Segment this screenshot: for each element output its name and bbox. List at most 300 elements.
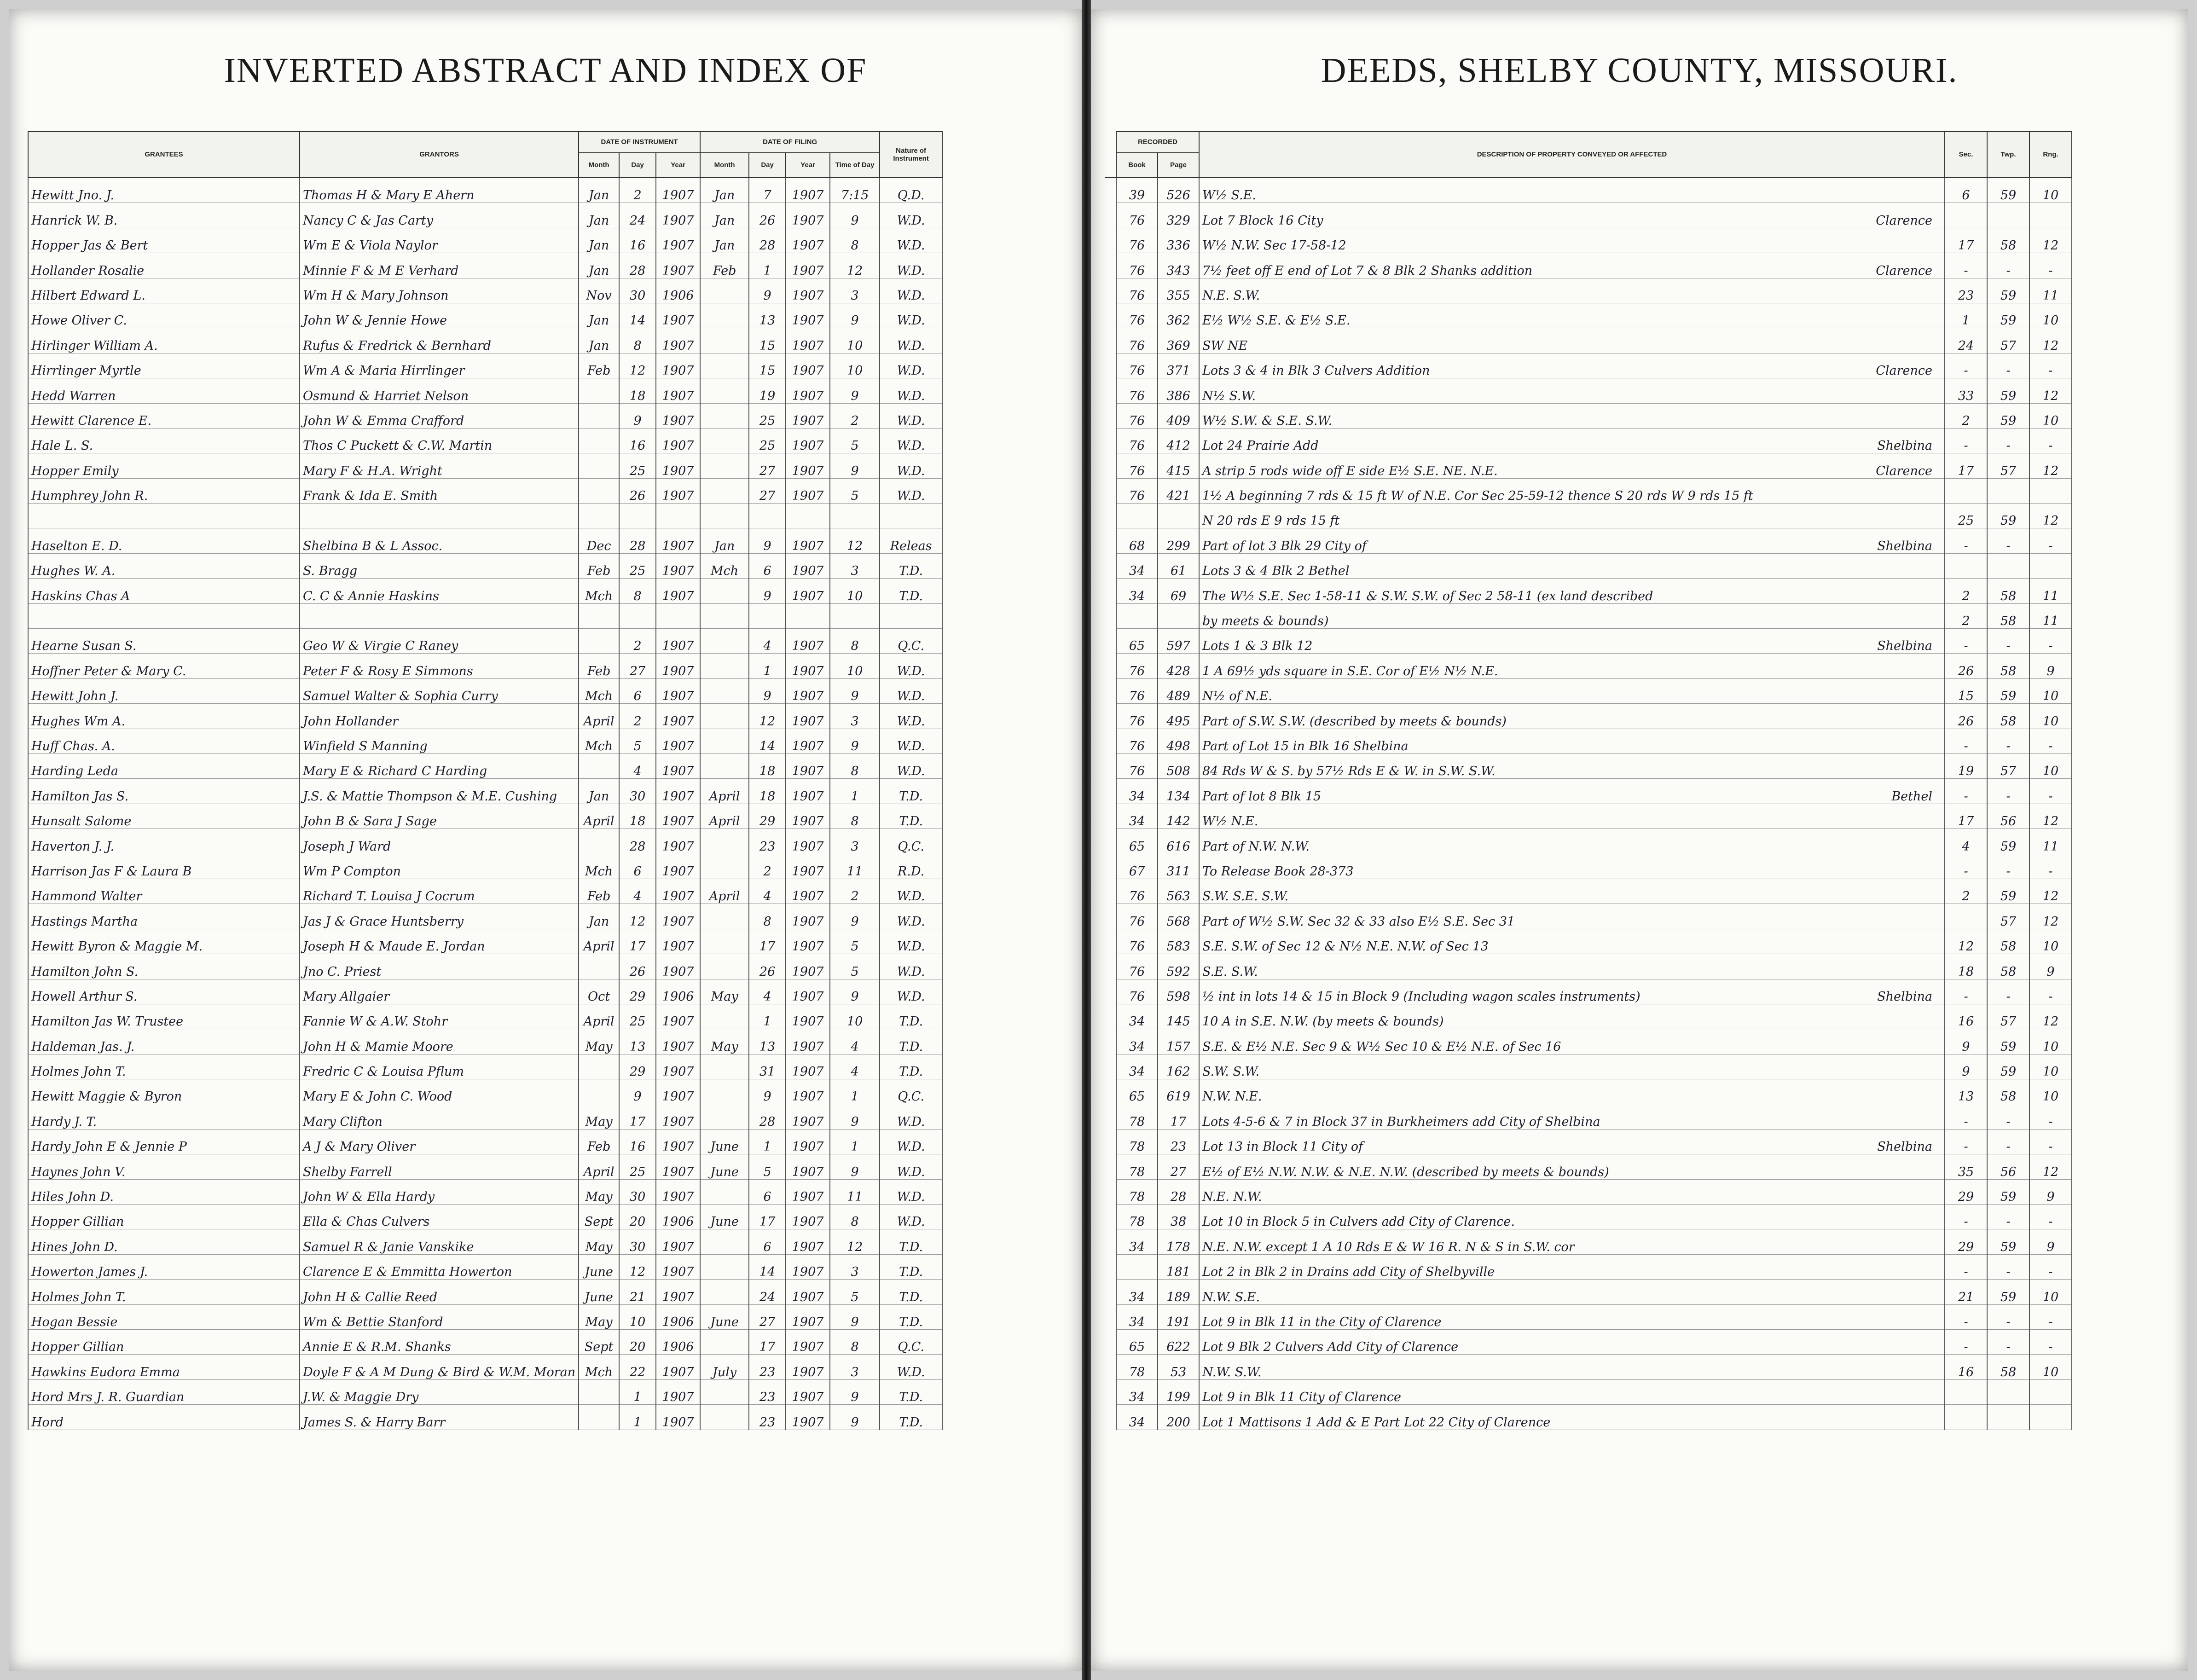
- property-row: [1105, 253, 2072, 278]
- grantee-row: [28, 1029, 942, 1054]
- filing-month-cell: [700, 678, 749, 703]
- instrument-day-cell: 2: [619, 704, 656, 729]
- time-of-day-cell: 9: [830, 1104, 880, 1129]
- grantee-cell: Holmes John T.: [28, 1280, 300, 1304]
- twp-cell: 57: [1987, 328, 2029, 353]
- book-cell: 34: [1116, 1405, 1158, 1430]
- book-cell: 76: [1116, 879, 1158, 904]
- filing-month-cell: Jan: [700, 228, 749, 253]
- instrument-day-cell: [619, 603, 656, 628]
- property-row: [1105, 1329, 2072, 1354]
- row-margin: [1105, 378, 1116, 403]
- rng-cell: -: [2029, 779, 2072, 804]
- instrument-day-cell: 18: [619, 378, 656, 403]
- grantee-cell: Hopper Emily: [28, 453, 300, 478]
- grantee-row: [28, 528, 942, 553]
- sec-cell: 21: [1945, 1280, 1987, 1304]
- time-of-day-cell: 9: [830, 1379, 880, 1404]
- property-row: [1105, 678, 2072, 703]
- instrument-day-cell: 2: [619, 178, 656, 203]
- row-margin: [1105, 979, 1116, 1004]
- filing-day-cell: 1: [749, 1129, 786, 1154]
- instrument-month-cell: [579, 1379, 619, 1404]
- time-of-day-cell: 9: [830, 203, 880, 228]
- time-of-day-cell: 11: [830, 854, 880, 879]
- page-cell: 362: [1158, 303, 1199, 328]
- rng-cell: 9: [2029, 1179, 2072, 1204]
- rng-cell: 12: [2029, 378, 2072, 403]
- page-cell: 181: [1158, 1254, 1199, 1279]
- grantee-row: [28, 504, 942, 528]
- instrument-year-cell: 1906: [656, 1205, 700, 1229]
- page-cell: 189: [1158, 1280, 1199, 1304]
- grantee-cell: Hale L. S.: [28, 428, 300, 453]
- filing-day-cell: 23: [749, 829, 786, 854]
- sec-cell: 35: [1945, 1154, 1987, 1179]
- grantee-cell: Harding Leda: [28, 753, 300, 778]
- page-cell: 386: [1158, 378, 1199, 403]
- rng-cell: [2029, 1405, 2072, 1430]
- filing-month-cell: [700, 929, 749, 954]
- grantee-row: [28, 403, 942, 428]
- book-cell: 68: [1116, 528, 1158, 553]
- grantee-row: [28, 629, 942, 654]
- time-of-day-cell: 1: [830, 1079, 880, 1104]
- sec-cell: -: [1945, 979, 1987, 1004]
- grantee-cell: Hiles John D.: [28, 1179, 300, 1204]
- instrument-year-cell: 1907: [656, 1079, 700, 1104]
- book-cell: 34: [1116, 553, 1158, 578]
- rng-cell: -: [2029, 1129, 2072, 1154]
- description-text: Lot 13 in Block 11 City of: [1202, 1140, 1363, 1154]
- instrument-day-cell: 24: [619, 203, 656, 228]
- place-name: Shelbina: [1877, 1140, 1932, 1154]
- instrument-month-cell: Jan: [579, 178, 619, 203]
- time-of-day-cell: 8: [830, 804, 880, 828]
- filing-month-cell: [700, 303, 749, 328]
- sec-cell: 1: [1945, 303, 1987, 328]
- instrument-month-cell: [579, 504, 619, 528]
- row-margin: [1105, 504, 1116, 528]
- place-name: Clarence: [1876, 213, 1932, 228]
- nature-cell: W.D.: [880, 1355, 942, 1379]
- filing-year-cell: 1907: [786, 854, 830, 879]
- twp-cell: -: [1987, 1205, 2029, 1229]
- nature-cell: W.D.: [880, 453, 942, 478]
- instrument-month-cell: Mch: [579, 854, 619, 879]
- filing-day-cell: [749, 603, 786, 628]
- filing-month-cell: [700, 829, 749, 854]
- sec-cell: -: [1945, 1329, 1987, 1354]
- grantor-cell: Wm H & Mary Johnson: [300, 278, 579, 303]
- book-cell: 76: [1116, 904, 1158, 929]
- filing-month-cell: [700, 478, 749, 503]
- property-row: [1105, 504, 2072, 528]
- rng-cell: [2029, 553, 2072, 578]
- filing-year-cell: 1907: [786, 729, 830, 753]
- filing-day-cell: 6: [749, 1229, 786, 1254]
- filing-month-cell: [700, 579, 749, 603]
- instrument-month-cell: Feb: [579, 654, 619, 678]
- instrument-month-cell: [579, 603, 619, 628]
- instrument-year-cell: 1907: [656, 579, 700, 603]
- description-text: W½ S.E.: [1202, 188, 1256, 203]
- grantee-cell: Haverton J. J.: [28, 829, 300, 854]
- filing-year-cell: 1907: [786, 678, 830, 703]
- sec-cell: 17: [1945, 228, 1987, 253]
- page-cell: 508: [1158, 753, 1199, 778]
- twp-cell: 58: [1987, 228, 2029, 253]
- property-row: [1105, 704, 2072, 729]
- description-text: by meets & bounds): [1202, 614, 1329, 629]
- nature-cell: W.D.: [880, 729, 942, 753]
- instrument-month-cell: April: [579, 704, 619, 729]
- grantor-cell: Mary Allgaier: [300, 979, 579, 1004]
- twp-cell: -: [1987, 528, 2029, 553]
- book-cell: 76: [1116, 929, 1158, 954]
- description-text: W½ N.E.: [1202, 814, 1258, 829]
- filing-day-cell: 9: [749, 1079, 786, 1104]
- property-row: [1105, 1154, 2072, 1179]
- sec-cell: 33: [1945, 378, 1987, 403]
- twp-cell: -: [1987, 253, 2029, 278]
- book-cell: 76: [1116, 753, 1158, 778]
- nature-cell: Q.D.: [880, 178, 942, 203]
- instrument-day-cell: [619, 504, 656, 528]
- filing-month-cell: April: [700, 804, 749, 828]
- instrument-year-cell: 1907: [656, 203, 700, 228]
- grantor-cell: Geo W & Virgie C Raney: [300, 629, 579, 654]
- page-cell: 583: [1158, 929, 1199, 954]
- grantee-cell: Haynes John V.: [28, 1154, 300, 1179]
- filing-year-cell: 1907: [786, 1129, 830, 1154]
- row-margin: [1105, 278, 1116, 303]
- row-margin: [1105, 328, 1116, 353]
- nature-cell: W.D.: [880, 1104, 942, 1129]
- description-cell: [1199, 478, 1945, 503]
- rng-cell: 12: [2029, 804, 2072, 828]
- grantee-cell: Hastings Martha: [28, 904, 300, 929]
- grantee-row: [28, 353, 942, 378]
- property-row: [1105, 178, 2072, 203]
- filing-month-cell: Mch: [700, 553, 749, 578]
- grantee-row: [28, 1104, 942, 1129]
- filing-year-cell: 1907: [786, 178, 830, 203]
- book-cell: 76: [1116, 228, 1158, 253]
- description-cell: [1199, 504, 1945, 528]
- book-cell: 76: [1116, 678, 1158, 703]
- grantor-cell: Mary E & John C. Wood: [300, 1079, 579, 1104]
- rng-cell: 10: [2029, 1355, 2072, 1379]
- grantees-header: GRANTEES: [28, 132, 300, 178]
- rng-cell: 11: [2029, 829, 2072, 854]
- page-cell: 343: [1158, 253, 1199, 278]
- description-cell: [1199, 579, 1945, 603]
- book-cell: [1116, 603, 1158, 628]
- twp-cell: 59: [1987, 1054, 2029, 1079]
- page-cell: 592: [1158, 954, 1199, 979]
- book-cell: 76: [1116, 979, 1158, 1004]
- instrument-month-cell: [579, 403, 619, 428]
- book-cell: 65: [1116, 629, 1158, 654]
- rng-cell: 11: [2029, 278, 2072, 303]
- book-cell: 34: [1116, 1004, 1158, 1029]
- book-cell: [1116, 1254, 1158, 1279]
- description-cell: [1199, 403, 1945, 428]
- instrument-year-cell: 1907: [656, 904, 700, 929]
- page-cell: 568: [1158, 904, 1199, 929]
- filing-year-cell: 1907: [786, 829, 830, 854]
- row-margin: [1105, 678, 1116, 703]
- page-cell: 498: [1158, 729, 1199, 753]
- grantee-cell: [28, 603, 300, 628]
- book-cell: 34: [1116, 1304, 1158, 1329]
- sec-cell: [1945, 553, 1987, 578]
- book-cell: 67: [1116, 854, 1158, 879]
- filing-day-cell: 9: [749, 678, 786, 703]
- filing-year-cell: 1907: [786, 654, 830, 678]
- description-text: SW NE: [1202, 338, 1248, 353]
- grantors-header: GRANTORS: [300, 132, 579, 178]
- instrument-year-cell: 1907: [656, 1405, 700, 1430]
- property-row: [1105, 854, 2072, 879]
- nature-cell: W.D.: [880, 203, 942, 228]
- instrument-year-cell: 1907: [656, 178, 700, 203]
- grantor-cell: A J & Mary Oliver: [300, 1129, 579, 1154]
- nature-cell: W.D.: [880, 228, 942, 253]
- time-of-day-cell: 9: [830, 1304, 880, 1329]
- instrument-year-cell: 1907: [656, 729, 700, 753]
- grantee-row: [28, 729, 942, 753]
- time-of-day-cell: 9: [830, 378, 880, 403]
- sec-cell: -: [1945, 428, 1987, 453]
- filing-year-header: Year: [786, 153, 830, 178]
- sec-cell: -: [1945, 1254, 1987, 1279]
- nature-cell: Q.C.: [880, 1079, 942, 1104]
- twp-cell: 59: [1987, 1280, 2029, 1304]
- book-cell: 34: [1116, 1280, 1158, 1304]
- filing-day-cell: 25: [749, 403, 786, 428]
- filing-year-cell: 1907: [786, 1280, 830, 1304]
- twp-cell: 59: [1987, 1179, 2029, 1204]
- row-margin: [1105, 654, 1116, 678]
- grantee-row: [28, 453, 942, 478]
- nature-cell: W.D.: [880, 253, 942, 278]
- description-cell: [1199, 1054, 1945, 1079]
- grantee-row: [28, 553, 942, 578]
- grantee-row: [28, 278, 942, 303]
- rng-cell: 10: [2029, 929, 2072, 954]
- nature-cell: Q.C.: [880, 829, 942, 854]
- grantee-row: [28, 879, 942, 904]
- instrument-day-cell: 10: [619, 1304, 656, 1329]
- page-cell: 495: [1158, 704, 1199, 729]
- instrument-month-cell: Jan: [579, 303, 619, 328]
- row-margin: [1105, 403, 1116, 428]
- twp-cell: 57: [1987, 1004, 2029, 1029]
- twp-cell: 59: [1987, 378, 2029, 403]
- property-row: [1105, 453, 2072, 478]
- book-cell: 78: [1116, 1355, 1158, 1379]
- nature-cell: T.D.: [880, 1304, 942, 1329]
- page-cell: 336: [1158, 228, 1199, 253]
- filing-year-cell: 1907: [786, 1329, 830, 1354]
- date-filing-header: DATE OF FILING: [700, 132, 880, 153]
- description-text: 1½ A beginning 7 rds & 15 ft W of N.E. Cor Sec 25-59-12 thence S 20 rds W 9 rds 15 ft: [1202, 489, 1753, 504]
- time-of-day-cell: 5: [830, 428, 880, 453]
- book-cell: 34: [1116, 1029, 1158, 1054]
- instrument-day-cell: 25: [619, 453, 656, 478]
- description-text: The W½ S.E. Sec 1-58-11 & S.W. S.W. of Sec 2 58-11 (ex land described: [1202, 589, 1653, 603]
- filing-month-cell: [700, 629, 749, 654]
- filing-day-cell: 28: [749, 228, 786, 253]
- time-of-day-cell: 8: [830, 228, 880, 253]
- filing-month-cell: Feb: [700, 253, 749, 278]
- rng-cell: -: [2029, 253, 2072, 278]
- instrument-day-cell: 25: [619, 1004, 656, 1029]
- filing-day-cell: 23: [749, 1379, 786, 1404]
- sec-cell: 29: [1945, 1229, 1987, 1254]
- rng-cell: -: [2029, 1304, 2072, 1329]
- rng-cell: 10: [2029, 704, 2072, 729]
- time-of-day-cell: 9: [830, 453, 880, 478]
- sec-cell: -: [1945, 779, 1987, 804]
- instrument-month-cell: Nov: [579, 278, 619, 303]
- instrument-day-cell: 18: [619, 804, 656, 828]
- row-margin: [1105, 203, 1116, 228]
- rng-cell: -: [2029, 979, 2072, 1004]
- grantor-cell: [300, 603, 579, 628]
- instrument-day-cell: 20: [619, 1329, 656, 1354]
- row-margin: [1105, 1304, 1116, 1329]
- page-cell: 199: [1158, 1379, 1199, 1404]
- grantee-cell: Hilbert Edward L.: [28, 278, 300, 303]
- row-margin: [1105, 1379, 1116, 1404]
- instrument-year-cell: 1907: [656, 829, 700, 854]
- instrument-day-cell: 29: [619, 1054, 656, 1079]
- grantor-cell: Doyle F & A M Dung & Bird & W.M. Moran: [300, 1355, 579, 1379]
- page-cell: 27: [1158, 1154, 1199, 1179]
- grantor-cell: Osmund & Harriet Nelson: [300, 378, 579, 403]
- instrument-year-cell: 1907: [656, 353, 700, 378]
- place-name: Shelbina: [1877, 539, 1932, 553]
- book-cell: 76: [1116, 353, 1158, 378]
- nature-cell: T.D.: [880, 1054, 942, 1079]
- book-cell: 76: [1116, 278, 1158, 303]
- book-cell: 76: [1116, 704, 1158, 729]
- page-cell: 329: [1158, 203, 1199, 228]
- filing-month-cell: [700, 1179, 749, 1204]
- book-cell: 34: [1116, 804, 1158, 828]
- description-cell: [1199, 779, 1945, 804]
- sec-cell: -: [1945, 253, 1987, 278]
- instrument-year-cell: 1907: [656, 303, 700, 328]
- filing-year-cell: 1907: [786, 1355, 830, 1379]
- page-cell: 526: [1158, 178, 1199, 203]
- instrument-day-cell: 4: [619, 879, 656, 904]
- filing-day-cell: 29: [749, 804, 786, 828]
- book-cell: [1116, 504, 1158, 528]
- property-row: [1105, 954, 2072, 979]
- row-margin: [1105, 553, 1116, 578]
- grantor-cell: James S. & Harry Barr: [300, 1405, 579, 1430]
- rng-cell: 10: [2029, 753, 2072, 778]
- grantee-row: [28, 1004, 942, 1029]
- description-header: DESCRIPTION OF PROPERTY CONVEYED OR AFFECTED: [1199, 132, 1945, 178]
- description-cell: [1199, 1079, 1945, 1104]
- time-of-day-cell: 3: [830, 704, 880, 729]
- grantee-cell: Harrison Jas F & Laura B: [28, 854, 300, 879]
- grantee-cell: Hopper Jas & Bert: [28, 228, 300, 253]
- twp-cell: [1987, 553, 2029, 578]
- description-text: N.W. S.W.: [1202, 1365, 1262, 1379]
- twp-cell: 58: [1987, 1355, 2029, 1379]
- page-cell: [1158, 504, 1199, 528]
- filing-month-cell: [700, 278, 749, 303]
- rng-cell: 12: [2029, 228, 2072, 253]
- filing-day-cell: 25: [749, 428, 786, 453]
- sec-cell: 26: [1945, 704, 1987, 729]
- instrument-month-cell: Jan: [579, 228, 619, 253]
- filing-year-cell: 1907: [786, 1079, 830, 1104]
- property-row: [1105, 328, 2072, 353]
- grantee-cell: Howerton James J.: [28, 1254, 300, 1279]
- grantee-cell: Hardy John E & Jennie P: [28, 1129, 300, 1154]
- description-cell: [1199, 228, 1945, 253]
- instrument-year-cell: 1907: [656, 779, 700, 804]
- row-margin: [1105, 528, 1116, 553]
- nature-cell: T.D.: [880, 1229, 942, 1254]
- sec-header: Sec.: [1945, 132, 1987, 178]
- page-cell: 371: [1158, 353, 1199, 378]
- instrument-year-cell: 1907: [656, 1280, 700, 1304]
- sec-cell: 18: [1945, 954, 1987, 979]
- filing-month-cell: [700, 378, 749, 403]
- nature-cell: T.D.: [880, 1280, 942, 1304]
- description-text: S.E. S.W.: [1202, 964, 1258, 979]
- property-row: [1105, 478, 2072, 503]
- grantee-row: [28, 829, 942, 854]
- filing-year-cell: 1907: [786, 629, 830, 654]
- filing-month-cell: [700, 654, 749, 678]
- grantee-row: [28, 1079, 942, 1104]
- filing-day-cell: 27: [749, 1304, 786, 1329]
- row-margin: [1105, 879, 1116, 904]
- instrument-month-cell: April: [579, 929, 619, 954]
- instrument-year-cell: 1907: [656, 704, 700, 729]
- filing-day-cell: 1: [749, 253, 786, 278]
- grantee-cell: Hawkins Eudora Emma: [28, 1355, 300, 1379]
- book-cell: 76: [1116, 453, 1158, 478]
- instrument-day-cell: 25: [619, 1154, 656, 1179]
- filing-day-cell: 13: [749, 1029, 786, 1054]
- grantee-row: [28, 929, 942, 954]
- book-cell: 76: [1116, 253, 1158, 278]
- property-row: [1105, 879, 2072, 904]
- page-cell: 299: [1158, 528, 1199, 553]
- row-margin: [1105, 1329, 1116, 1354]
- filing-day-cell: 9: [749, 528, 786, 553]
- grantor-cell: Winfield S Manning: [300, 729, 579, 753]
- property-row: [1105, 729, 2072, 753]
- description-cell: [1199, 678, 1945, 703]
- instrument-day-cell: 13: [619, 1029, 656, 1054]
- property-row: [1105, 603, 2072, 628]
- twp-cell: [1987, 478, 2029, 503]
- grantor-cell: Wm P Compton: [300, 854, 579, 879]
- page-cell: 142: [1158, 804, 1199, 828]
- filing-month-cell: [700, 1229, 749, 1254]
